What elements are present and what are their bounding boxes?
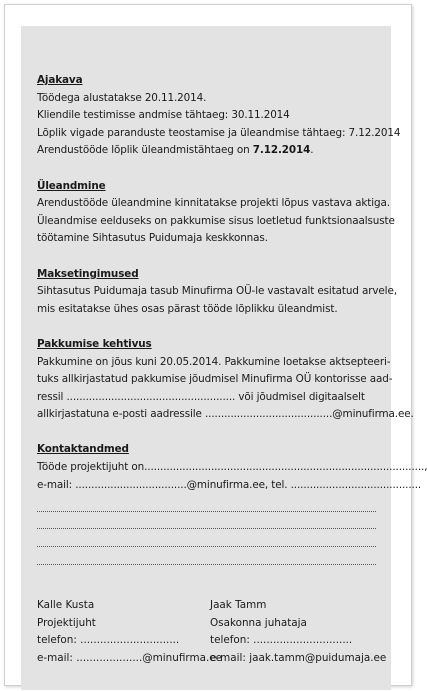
ajakava-final-date: 7.12.2014 — [252, 144, 311, 157]
ajakava-line-4-end: . — [310, 144, 314, 157]
heading-yleandmine: Üleandmine — [37, 179, 106, 192]
heading-kehtivus: Pakkumise kehtivus — [37, 337, 152, 350]
kehtivus-line-2: tuks allkirjastatud pakkumise jõudmisel Minufirma OÜ kontorisse aad- — [37, 373, 393, 386]
heading-ajakava: Ajakava — [37, 74, 83, 86]
signer-left-phone: telefon: .............................. — [37, 634, 180, 647]
kehtivus-line-3: ressil ..................................................... või jõudmisel digitaalselt — [37, 390, 365, 403]
yleandmine-line-3: töötamine Sihtasutus Puidumaja keskkonnas. — [37, 232, 268, 245]
yleandmine-line-1: Arendustööde üleandmine kinnitatakse projekti lõpus vastava aktiga. — [37, 197, 390, 210]
heading-maksetingimused: Maksetingimused — [37, 267, 139, 280]
ajakava-line-4-text: Arendustööde lõplik üleandmistähtaeg on — [37, 144, 253, 157]
signer-right-name: Jaak Tamm — [210, 599, 267, 611]
heading-kontakt: Kontaktandmed — [37, 443, 129, 456]
ajakava-line-4 — [37, 142, 382, 160]
section-ajakava — [37, 72, 401, 160]
maksetingimused-line-1: Sihtasutus Puidumaja tasub Minufirma OÜ-le vastavalt esitatud arvele, — [37, 285, 397, 298]
kontakt-line-2: e-mail: ...................................@minufirma.ee, tel. ......................................... — [37, 478, 422, 491]
blank-line-3 — [37, 529, 376, 547]
section-kehtivus — [37, 336, 414, 424]
blank-line-2 — [37, 512, 376, 530]
blank-line-1 — [37, 494, 376, 512]
ajakava-line-2: Kliendile testimisse andmise tähtaeg: 30.11.2014 — [37, 109, 290, 122]
signature-block-right — [210, 597, 386, 667]
yleandmine-line-2: Üleandmise eelduseks on pakkumise sisus loetletud funktsionaalsuste — [37, 214, 395, 227]
signer-right-title: Osakonna juhataja — [210, 616, 307, 629]
signer-right-email: e-mail: jaak.tamm@puidumaja.ee — [210, 651, 387, 664]
maksetingimused-line-2: mis esitatakse ühes osas pärast tööde lõplikku üleandmist. — [37, 302, 338, 315]
document-body — [37, 72, 427, 582]
signer-left-title: Projektijuht — [37, 616, 96, 629]
section-maksetingimused — [37, 266, 397, 319]
kehtivus-line-1: Pakkumine on jõus kuni 20.05.2014. Pakkumine loetakse aktsepteeri- — [37, 355, 391, 368]
section-yleandmine — [37, 178, 395, 248]
kontakt-line-1: Tööde projektijuht on........................................................................................, — [37, 461, 427, 474]
section-kontakt — [37, 441, 427, 564]
signer-right-phone: telefon: .............................. — [210, 634, 353, 647]
kehtivus-line-4: allkirjastatuna e-posti aadressile ........................................@minufirma.ee. — [37, 408, 414, 421]
ajakava-line-3: Lõplik vigade paranduste teostamise ja üleandmise tähtaeg: 7.12.2014 — [37, 126, 401, 139]
signer-left-name: Kalle Kusta — [37, 599, 95, 611]
signature-block-left — [37, 597, 222, 667]
ajakava-line-1: Töödega alustatakse 20.11.2014. — [37, 91, 207, 104]
blank-line-4 — [37, 547, 376, 565]
signer-left-email: e-mail: ....................@minufirma.ee — [37, 651, 223, 664]
